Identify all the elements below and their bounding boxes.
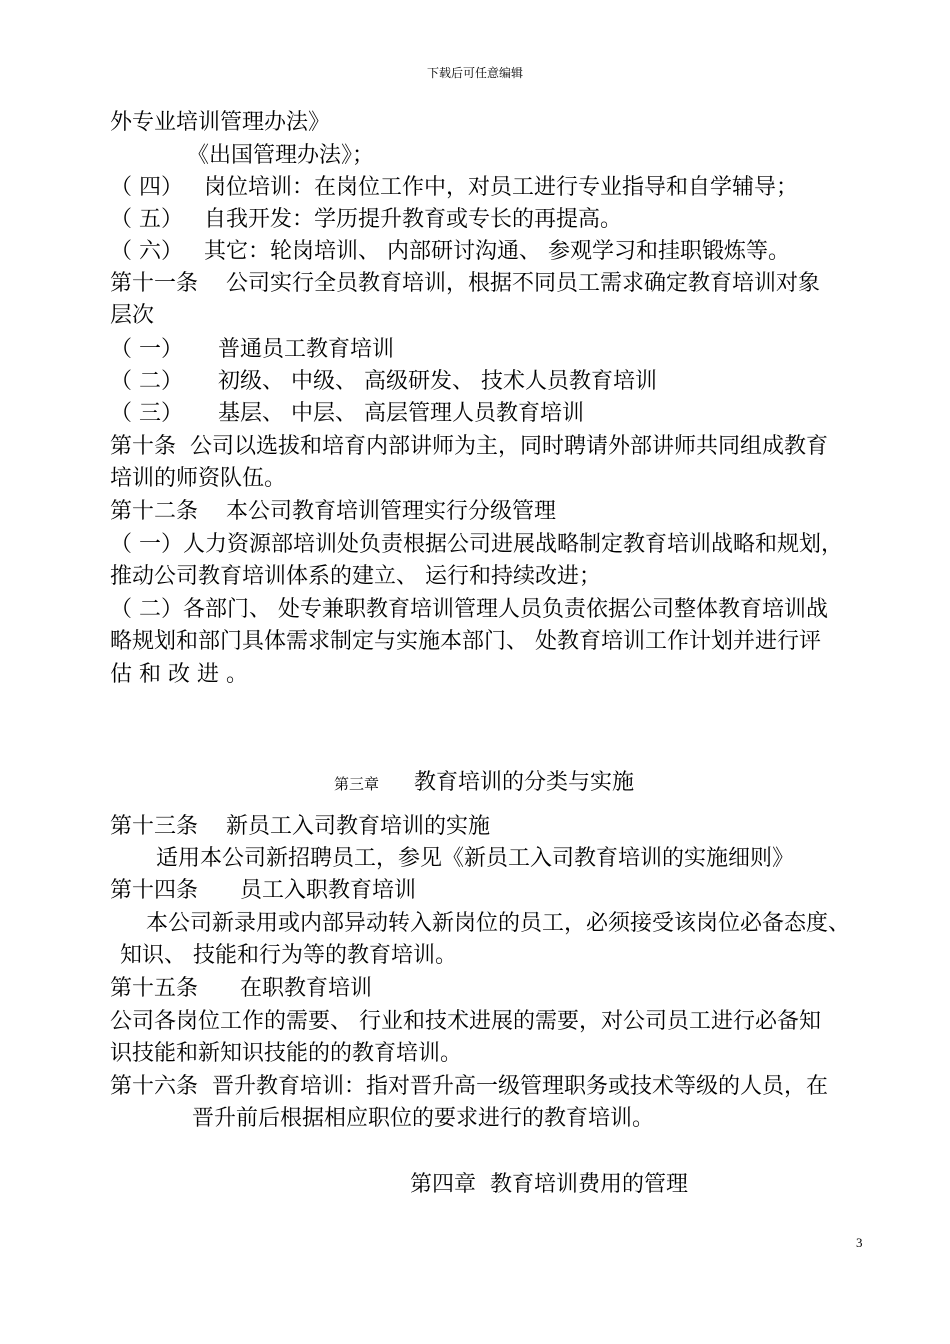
text-line: 适用本公司新招聘员工，参见《新员工入司教育培训的实施细则》: [156, 846, 795, 871]
text-line: （ 二） 初级、 中级、 高级研发、 技术人员教育培训: [110, 369, 657, 394]
text-line: 培训的师资队伍。: [110, 466, 287, 491]
text-line: （ 四） 岗位培训：在岗位工作中，对员工进行专业指导和自学辅导；: [110, 175, 798, 200]
text-line: （ 一）人力资源部培训处负责根据公司进展战略制定教育培训战略和规划，: [110, 532, 843, 557]
page-header: 下载后可任意编辑: [426, 66, 523, 80]
text-line: 推动公司教育培训体系的建立、 运行和持续改进；: [110, 564, 601, 589]
text-line: 第十条 公司以选拔和培育内部讲师为主，同时聘请外部讲师共同组成教育: [110, 434, 828, 459]
text-line: 第十四条 员工入职教育培训: [110, 878, 416, 903]
chapter-number: 第三章: [334, 775, 380, 793]
text-line: 知识、 技能和行为等的教育培训。: [120, 943, 457, 968]
text-line: 公司各岗位工作的需要、 行业和技术进展的需要，对公司员工进行必备知: [110, 1009, 821, 1034]
text-line: （ 五） 自我开发：学历提升教育或专长的再提高。: [110, 207, 622, 232]
text-line: （ 二）各部门、 处专兼职教育培训管理人员负责依据公司整体教育培训战: [110, 597, 828, 622]
text-line: 识技能和新知识技能的的教育培训。: [110, 1041, 463, 1066]
text-line: （ 三） 基层、 中层、 高层管理人员教育培训: [110, 401, 584, 426]
text-line: 第十五条 在职教育培训: [110, 976, 372, 1001]
text-line: 层次: [110, 303, 155, 328]
text-line: 略规划和部门具体需求制定与实施本部门、 处教育培训工作计划并进行评: [110, 629, 821, 654]
chapter-heading: 第四章 教育培训费用的管理: [410, 1172, 688, 1197]
text-line: 第十六条 晋升教育培训：指对晋升高一级管理职务或技术等级的人员，在: [110, 1074, 828, 1099]
page-number: 3: [856, 1235, 863, 1250]
text-line: （ 六） 其它：轮岗培训、 内部研讨沟通、 参观学习和挂职锻炼等。: [110, 239, 790, 264]
text-line: 第十三条 新员工入司教育培训的实施: [110, 814, 490, 839]
text-line: 估 和 改 进 。: [110, 662, 248, 687]
text-line: 晋升前后根据相应职位的要求进行的教育培训。: [192, 1106, 655, 1131]
text-line: 第十一条 公司实行全员教育培训，根据不同员工需求确定教育培训对象: [110, 271, 820, 296]
text-line: 本公司新录用或内部异动转入新岗位的员工，必须接受该岗位必备态度、: [146, 911, 851, 936]
text-line: 《出国管理办法》；: [187, 143, 375, 168]
chapter-title: 教育培训的分类与实施: [413, 770, 634, 795]
text-line: （ 一） 普通员工教育培训: [110, 337, 394, 362]
text-line: 第十二条 本公司教育培训管理实行分级管理: [110, 499, 556, 524]
chapter-heading: [320, 741, 634, 798]
text-line: 外专业培训管理办法》: [110, 110, 331, 135]
